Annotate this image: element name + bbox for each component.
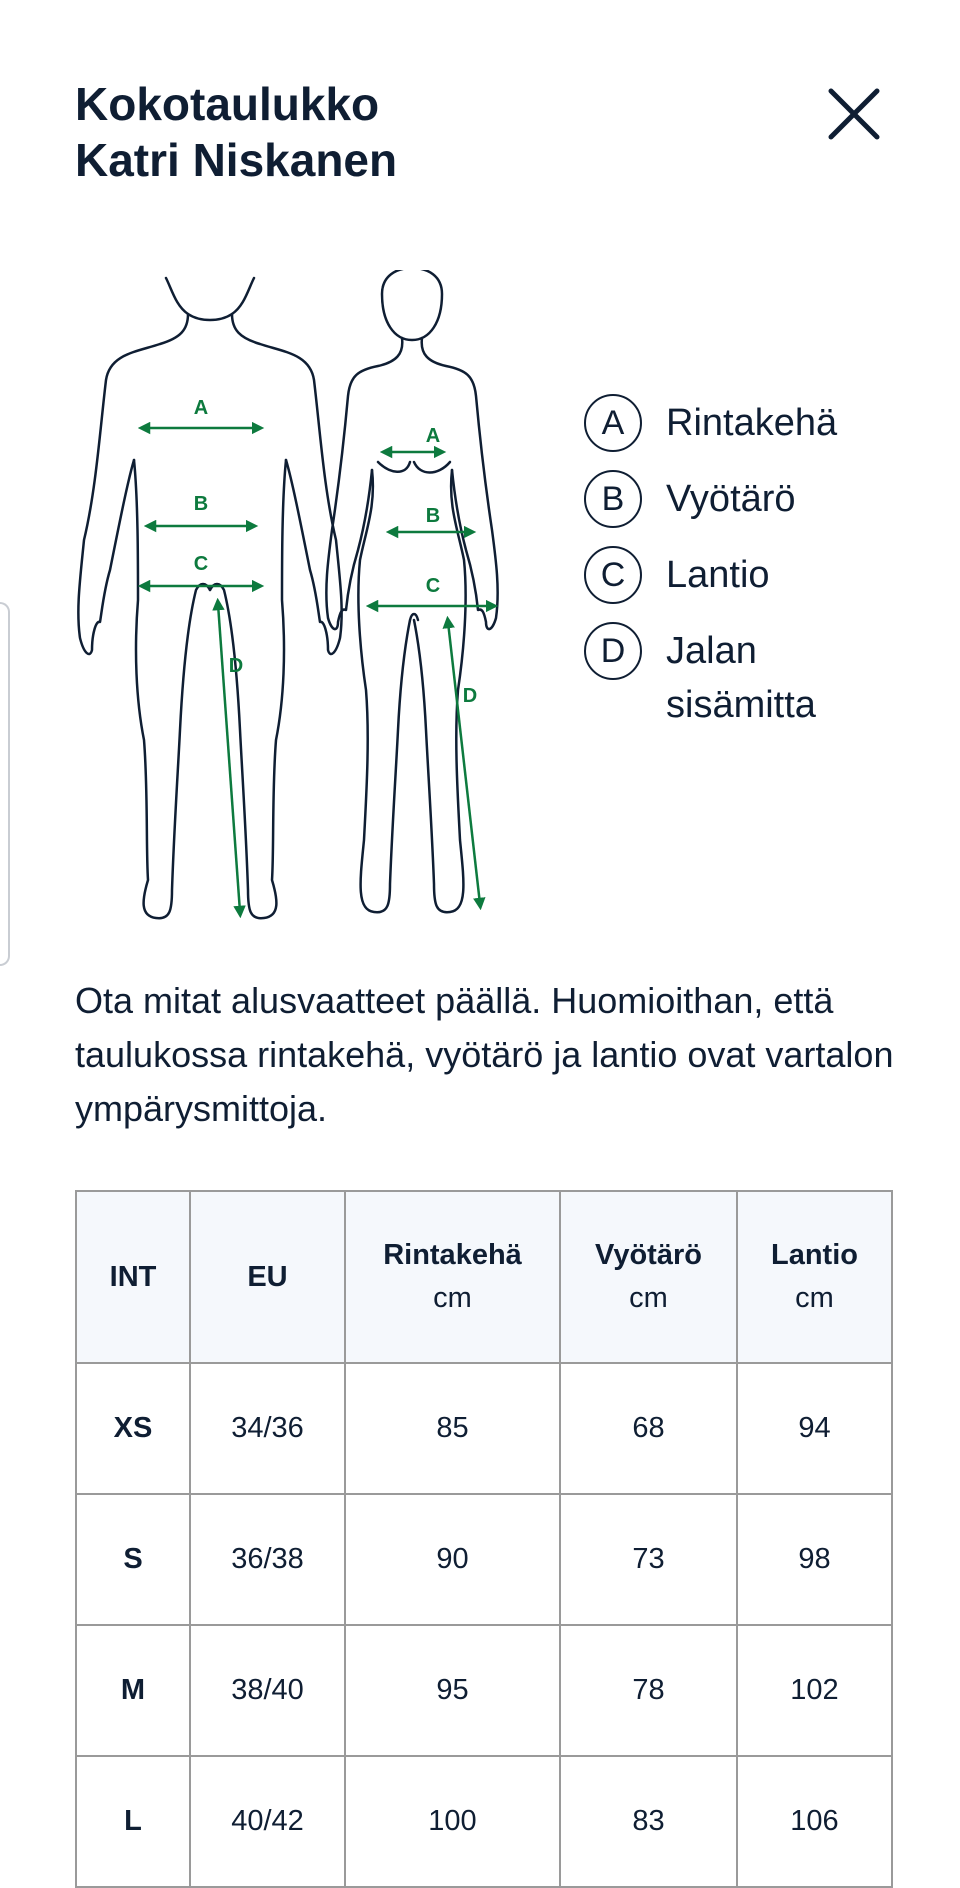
legend-letter-b: B xyxy=(584,470,642,528)
body-measurement-diagram xyxy=(60,270,550,935)
legend-item-a xyxy=(584,400,856,452)
title-line-1: Kokotaulukko xyxy=(75,78,380,130)
header-vyotaro: Vyötärö cm xyxy=(560,1191,737,1363)
cell-int: S xyxy=(76,1494,190,1625)
legend-text-d: Jalan sisämitta xyxy=(666,630,816,726)
female-label-d: D xyxy=(462,685,478,707)
body-figures-illustration xyxy=(60,270,550,930)
header-rintakeha: Rintakehä cm xyxy=(345,1191,560,1363)
table-row xyxy=(76,1363,892,1494)
legend-text-b: Vyötärö xyxy=(666,478,796,520)
cell-rintakeha: 100 xyxy=(345,1756,560,1887)
legend-item-b xyxy=(584,476,856,528)
cell-rintakeha: 85 xyxy=(345,1363,560,1494)
cell-eu: 40/42 xyxy=(190,1756,345,1887)
table-row xyxy=(76,1494,892,1625)
cell-lantio: 102 xyxy=(737,1625,892,1756)
male-label-d: D xyxy=(228,655,244,677)
table-row xyxy=(76,1625,892,1756)
cell-vyotaro: 73 xyxy=(560,1494,737,1625)
title-line-2: Katri Niskanen xyxy=(75,134,398,186)
male-label-c: C xyxy=(193,553,209,575)
male-label-a: A xyxy=(193,397,209,419)
male-label-b: B xyxy=(193,493,209,515)
measurement-note: Ota mitat alusvaatteet päällä. Huomioithan, että taulukossa rintakehä, vyötärö ja lantio ovat vartalon ympärysmittoja. xyxy=(75,980,894,1129)
cell-rintakeha: 90 xyxy=(345,1494,560,1625)
cell-lantio: 98 xyxy=(737,1494,892,1625)
legend-text-c: Lantio xyxy=(666,554,770,596)
cell-int: L xyxy=(76,1756,190,1887)
cell-eu: 34/36 xyxy=(190,1363,345,1494)
cell-lantio: 94 xyxy=(737,1363,892,1494)
table-header-row xyxy=(76,1191,892,1363)
female-label-b: B xyxy=(425,505,441,527)
legend-letter-a: A xyxy=(584,394,642,452)
male-figure xyxy=(78,278,341,918)
cell-vyotaro: 78 xyxy=(560,1625,737,1756)
cell-eu: 36/38 xyxy=(190,1494,345,1625)
female-label-c: C xyxy=(425,575,441,597)
size-table xyxy=(75,1190,893,1888)
cell-lantio: 106 xyxy=(737,1756,892,1887)
legend-text-a: Rintakehä xyxy=(666,402,838,444)
cell-int: M xyxy=(76,1625,190,1756)
cell-rintakeha: 95 xyxy=(345,1625,560,1756)
female-figure xyxy=(326,270,497,912)
table-row xyxy=(76,1756,892,1887)
female-label-a: A xyxy=(425,425,441,447)
legend-letter-d: D xyxy=(584,622,642,680)
cell-int: XS xyxy=(76,1363,190,1494)
legend-item-c xyxy=(584,552,856,604)
side-drawer-handle[interactable] xyxy=(0,602,10,966)
header-lantio: Lantio cm xyxy=(737,1191,892,1363)
cell-vyotaro: 68 xyxy=(560,1363,737,1494)
header-int: INT xyxy=(76,1191,190,1363)
legend-item-d xyxy=(584,628,856,732)
page-title xyxy=(75,76,397,188)
header-eu: EU xyxy=(190,1191,345,1363)
measurement-legend xyxy=(584,400,856,756)
close-button[interactable] xyxy=(820,80,888,148)
close-icon xyxy=(820,80,888,148)
legend-letter-c: C xyxy=(584,546,642,604)
cell-eu: 38/40 xyxy=(190,1625,345,1756)
cell-vyotaro: 83 xyxy=(560,1756,737,1887)
